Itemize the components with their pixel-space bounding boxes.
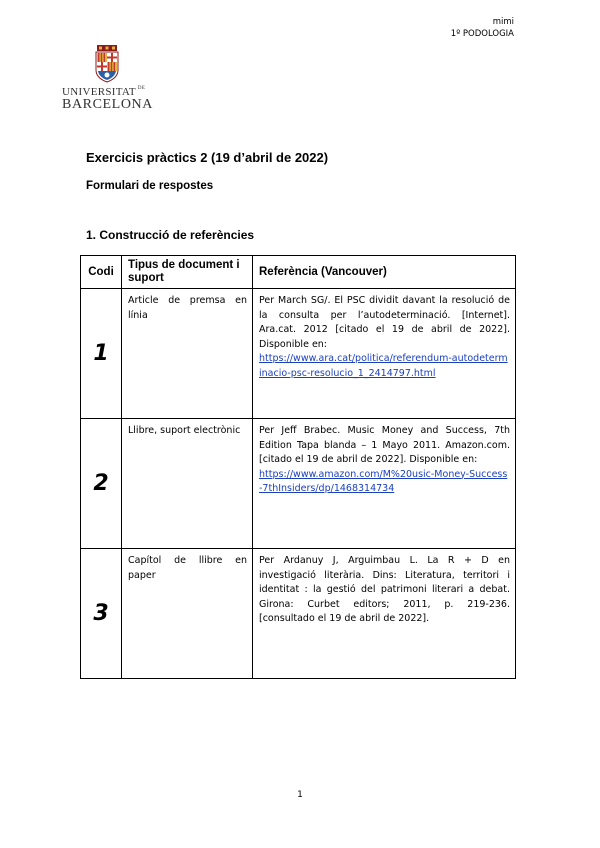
row-tipus: Llibre, suport electrònic [122, 419, 253, 549]
row-ref: Per Ardanuy J, Arguimbau L. La R + D en investigació literària. Dins: Literatura, territori i identitat : la gestió del patrimoni literari a debat. Girona: Curbet editors; 2011, p. 219-236. [consultado el 19 de abril de 2022]. [259, 555, 510, 624]
reference-link[interactable]: https://www.amazon.com/M%20usic-Money-Success-7thInsiders/dp/1468314734 [259, 468, 508, 494]
page-title: Exercicis pràctics 2 (19 d’abril de 2022) [86, 150, 329, 165]
header-ref: Referència (Vancouver) [253, 256, 516, 289]
table-row [81, 289, 516, 419]
table-header-row [81, 256, 516, 289]
row-codi-cell [81, 549, 122, 679]
row-codi: 1 [93, 341, 109, 366]
logo-line1: UNIVERSITAT [62, 86, 136, 98]
table-row [81, 549, 516, 679]
row-codi: 3 [93, 601, 109, 626]
header-codi: Codi [81, 256, 122, 289]
page-subtitle: Formulari de respostes [86, 180, 214, 192]
logo-line1-suffix: DE [137, 86, 146, 91]
row-ref-cell [253, 549, 516, 679]
university-crest-icon [95, 45, 119, 83]
section-heading: 1. Construcció de referències [86, 228, 255, 242]
logo-line2: BARCELONA [62, 97, 153, 112]
university-logo [62, 86, 153, 112]
references-table [80, 255, 516, 679]
row-tipus: Capítol de llibre en paper [122, 549, 253, 679]
page-number: 1 [297, 790, 303, 800]
row-codi-cell [81, 419, 122, 549]
row-ref: Per Jeff Brabec. Music Money and Success, 7th Edition Tapa blanda – 1 Mayo 2011. Amazon.com. [citado el 19 de abril de 2022]. Disponible en: [259, 425, 510, 465]
table-row [81, 419, 516, 549]
row-tipus: Article de premsa en línia [122, 289, 253, 419]
row-codi-cell [81, 289, 122, 419]
header-author: mimi [492, 17, 514, 27]
row-ref-cell [253, 419, 516, 549]
row-codi: 2 [93, 471, 109, 496]
row-ref: Per March SG/. El PSC dividit davant la resolució de la consulta per l’autodeterminació. [Internet]. Ara.cat. 2012 [citado el 19 de abril de 2022]. Disponible en: [259, 295, 510, 350]
header-course: 1º PODOLOGIA [450, 29, 514, 39]
reference-link[interactable]: https://www.ara.cat/politica/referendum-autodeterminacio-psc-resolucio_1_2414797.html [259, 353, 508, 379]
header-tipus: Tipus de document i suport [122, 256, 253, 289]
row-ref-cell [253, 289, 516, 419]
page-header [451, 16, 514, 40]
